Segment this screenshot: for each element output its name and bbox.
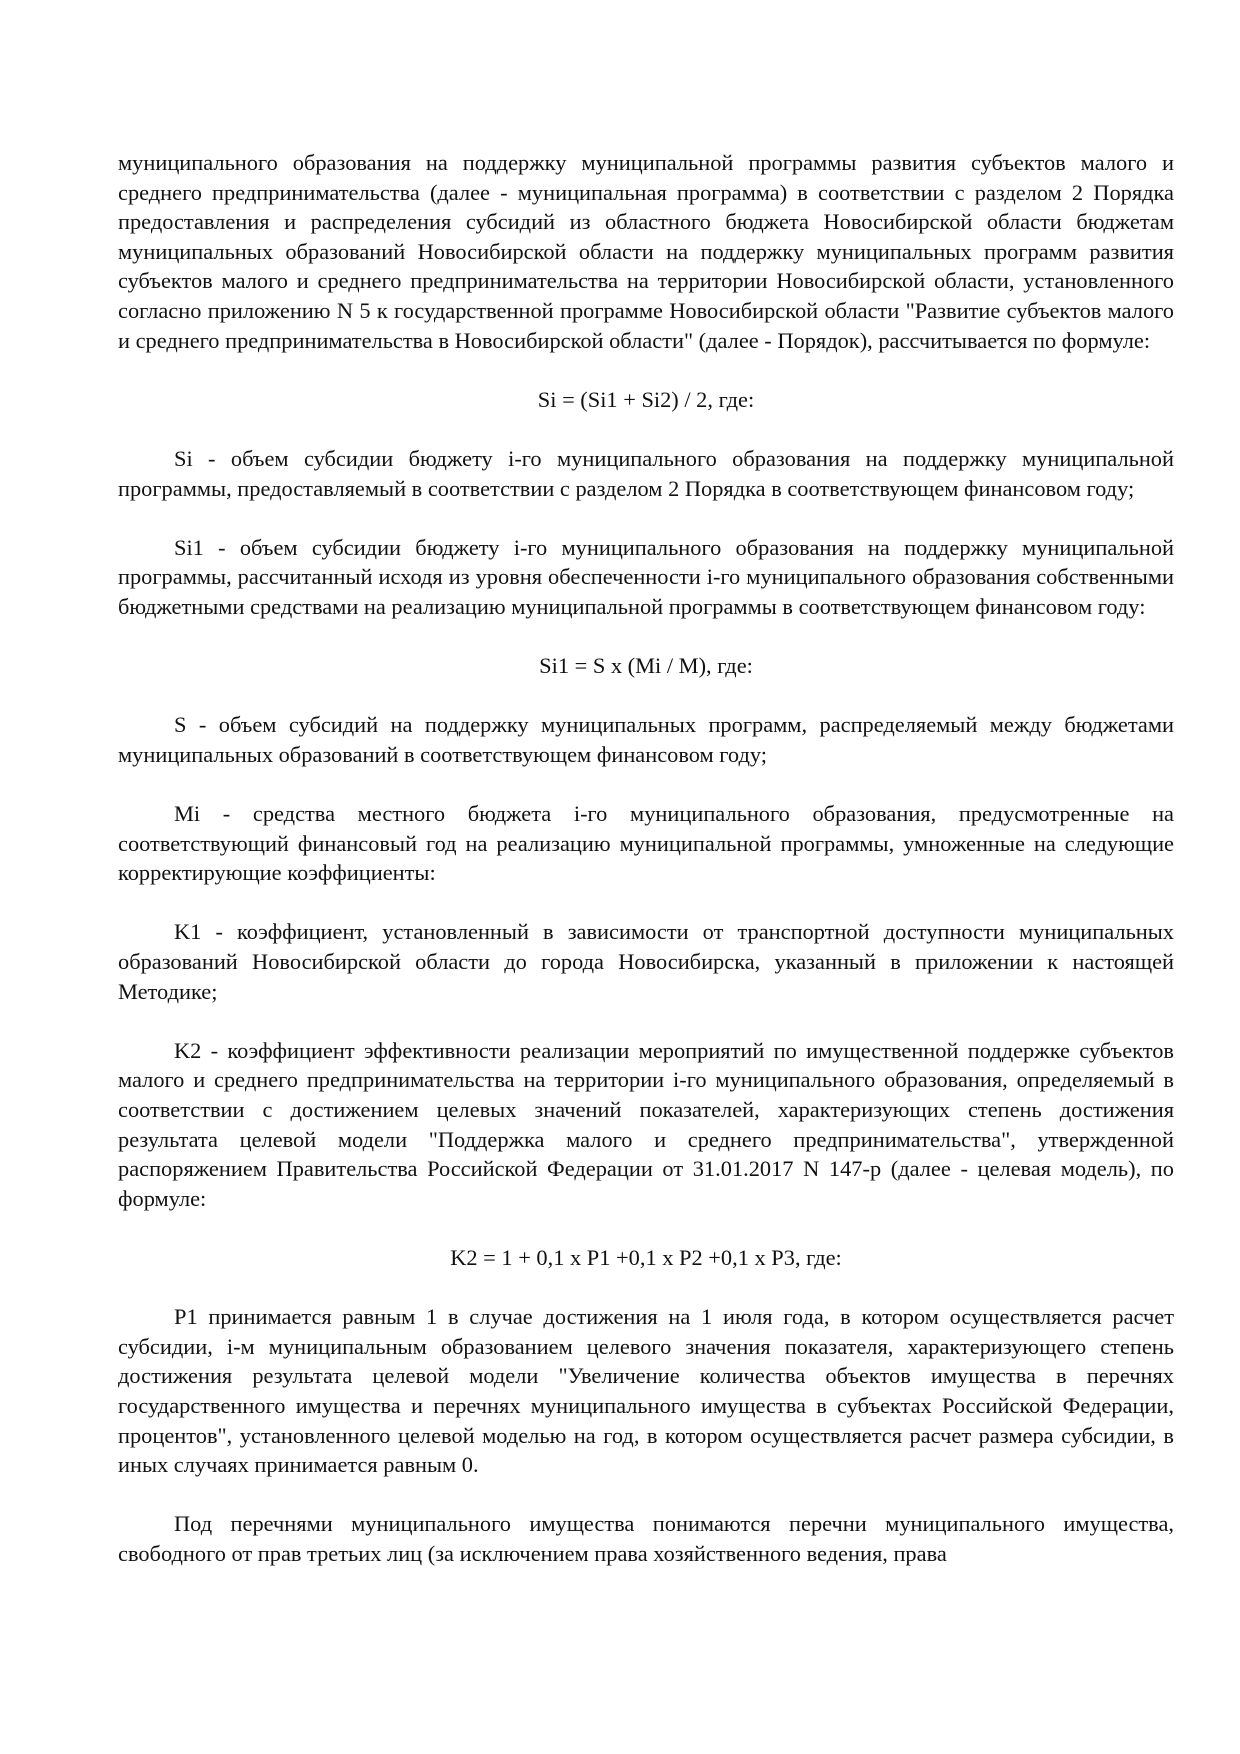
formula-k2: K2 = 1 + 0,1 x P1 +0,1 x P2 +0,1 x P3, где: xyxy=(450,1244,842,1270)
definition-perechni: Под перечнями муниципального имущества понимаются перечни муниципального имущества, свободного от прав третьих лиц (за исключением права хозяйственного ведения, права xyxy=(118,1511,1174,1566)
definition-p1: P1 принимается равным 1 в случае достижения на 1 июля года, в котором осуществляется расчет субсидии, i-м муниципальным образованием целевого значения показателя, характеризующего степень достижения результата целевой модели "Увеличение количества объектов имущества в перечнях государственного имущества и перечнях муниципального имущества в субъектах Российской Федерации, процентов", установленного целевой моделью на год, в котором осуществляется расчет размера субсидии, в иных случаях принимается равным 0. xyxy=(118,1304,1174,1478)
formula-si1: Si1 = S x (Mi / M), где: xyxy=(539,653,753,679)
definition-si: Si - объем субсидии бюджету i-го муниципального образования на поддержку муниципальной программы, предоставляемый в соответствии с разделом 2 Порядка в соответствующем финансовом году; xyxy=(118,445,1174,501)
formula-si: Si = (Si1 + Si2) / 2, где: xyxy=(537,386,755,412)
definition-mi: Mi - средства местного бюджета i-го муниципального образования, предусмотренные на соответствующий финансовый год на реализацию муниципальной программы, умноженные на следующие корректирующие коэффициенты: xyxy=(118,801,1174,886)
definition-k2: K2 - коэффициент эффективности реализации мероприятий по имущественной поддержке субъектов малого и среднего предпринимательства на территории i-го муниципального образования, определяемый в соответствии с достижением целевых значений показателей, характеризующих степень достижения результата целевой модели "Поддержка малого и среднего предпринимательства", утвержденной распоряжением Правительства Российской Федерации от 31.01.2017 N 147-р (далее - целевая модель), по формуле: xyxy=(118,1037,1174,1211)
paragraph-continuation: муниципального образования на поддержку муниципальной программы развития субъектов малого и среднего предпринимательства (далее - муниципальная программа) в соответствии с разделом 2 Порядка предоставления и распределения субсидий из областного бюджета Новосибирской области бюджетам муниципальных образований Новосибирской области на поддержку муниципальных программ развития субъектов малого и среднего предпринимательства на территории Новосибирской области, установленного согласно приложению N 5 к государственной программе Новосибирской области "Развитие субъектов малого и среднего предпринимательства в Новосибирской области" (далее - Порядок), рассчитывается по формуле: xyxy=(118,150,1174,353)
definition-s: S - объем субсидий на поддержку муниципальных программ, распределяемый между бюджетами муниципальных образований в соответствующем финансовом году; xyxy=(118,712,1174,767)
document-page xyxy=(118,148,1174,1569)
definition-si1: Si1 - объем субсидии бюджету i-го муниципального образования на поддержку муниципальной программы, рассчитанный исходя из уровня обеспеченности i-го муниципального образования собственными бюджетными средствами на реализацию муниципальной программы в соответствующем финансовом году: xyxy=(118,534,1174,619)
definition-k1: K1 - коэффициент, установленный в зависимости от транспортной доступности муниципальных образований Новосибирской области до города Новосибирска, указанный в приложении к настоящей Методике; xyxy=(118,919,1174,1004)
